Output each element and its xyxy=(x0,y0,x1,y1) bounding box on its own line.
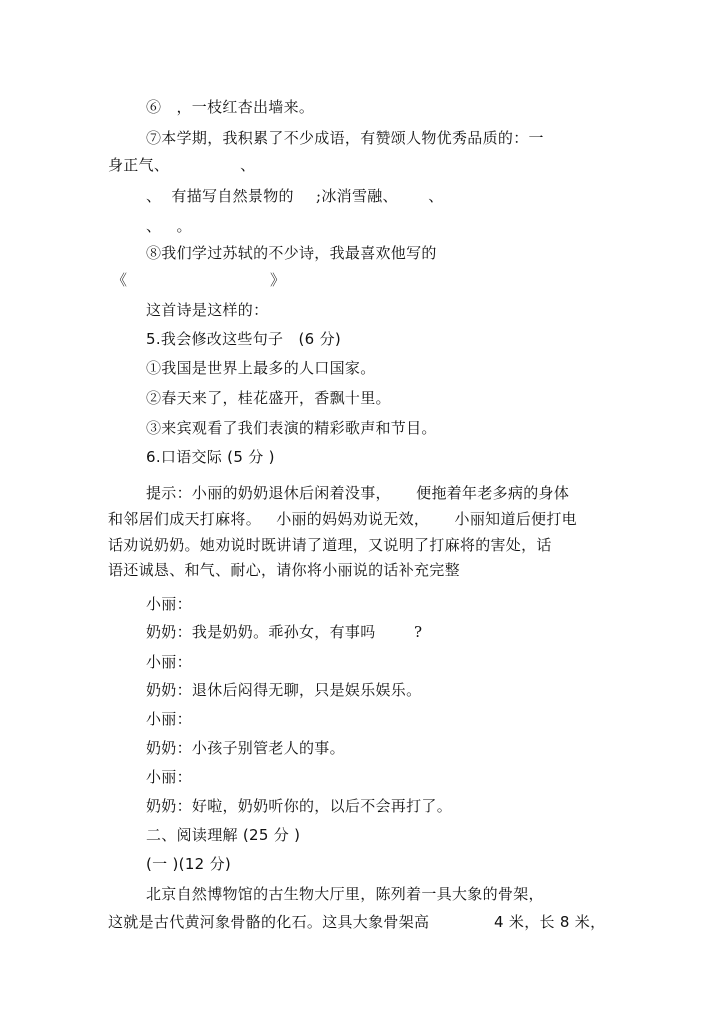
sentence-1: ①我国是世界上最多的人口国家。 xyxy=(146,359,376,377)
dialogue-xiaoli-3: 小丽： xyxy=(146,710,192,728)
idiom-prompt-line: ⑦本学期，我积累了不少成语，有赞颂人物优秀品质的：一 xyxy=(146,129,544,147)
sentence-2: ②春天来了，桂花盛开，香飘十里。 xyxy=(146,389,391,407)
dialogue-grandma-3: 奶奶：小孩子别管老人的事。 xyxy=(146,739,345,757)
reading-line-2a: 这就是古代黄河象骨骼的化石。这具大象骨架高 xyxy=(108,913,430,931)
sentence-3: ③来宾观看了我们表演的精彩歌声和节目。 xyxy=(146,419,437,437)
dialogue-xiaoli-1: 小丽： xyxy=(146,595,192,613)
poem-intro: 这首诗是这样的： xyxy=(146,301,269,319)
section-2-heading: 二、阅读理解 (25 分 ) xyxy=(146,826,301,844)
hint-line-4: 语还诚恳、和气、耐心，请你将小丽说的话补充完整 xyxy=(108,561,460,579)
section-6-heading: 6.口语交际 (5 分 ) xyxy=(146,448,275,466)
dialogue-grandma-1: 奶奶：我是奶奶。乖孙女，有事吗 xyxy=(146,623,376,641)
dialogue-xiaoli-4: 小丽： xyxy=(146,768,192,786)
idiom-blank-line-1: 身正气、 、 xyxy=(108,156,256,174)
idiom-blank-line-2b: ;冰消雪融、 、 xyxy=(316,187,444,205)
dialogue-xiaoli-2: 小丽： xyxy=(146,653,192,671)
hint-line-3: 话劝说奶奶。她劝说时既讲请了道理，又说明了打麻将的害处，话 xyxy=(108,536,552,554)
dialogue-grandma-2: 奶奶：退休后闷得无聊，只是娱乐娱乐。 xyxy=(146,681,422,699)
hint-line-1: 提示：小丽的奶奶退休后闲着没事， 便拖着年老多病的身体 xyxy=(146,484,570,502)
reading-line-1: 北京自然博物馆的古生物大厅里，陈列着一具大象的骨架， xyxy=(146,885,544,903)
dialogue-grandma-1-qmark: ? xyxy=(414,623,423,641)
poem-line-6: ⑥ ，一枝红杏出墙来。 xyxy=(146,98,315,116)
book-title-open-bracket: 《 xyxy=(112,271,128,289)
idiom-blank-line-3: 、 。 xyxy=(146,217,192,235)
su-shi-prompt: ⑧我们学过苏轼的不少诗，我最喜欢他写的 xyxy=(146,244,437,262)
hint-line-2: 和邻居们成天打麻将。 小丽的妈妈劝说无效， 小丽知道后便打电 xyxy=(108,510,577,528)
section-5-heading: 5.我会修改这些句子 (6 分) xyxy=(146,330,342,348)
idiom-blank-line-2a: 、 有描写自然景物的 xyxy=(146,187,294,205)
dialogue-grandma-4: 奶奶：好啦，奶奶听你的，以后不会再打了。 xyxy=(146,797,453,815)
reading-line-2b: 4 米，长 8 米， xyxy=(494,913,606,931)
book-title-close-bracket: 》 xyxy=(270,271,286,289)
subsection-1-heading: (一 )(12 分) xyxy=(146,855,232,873)
